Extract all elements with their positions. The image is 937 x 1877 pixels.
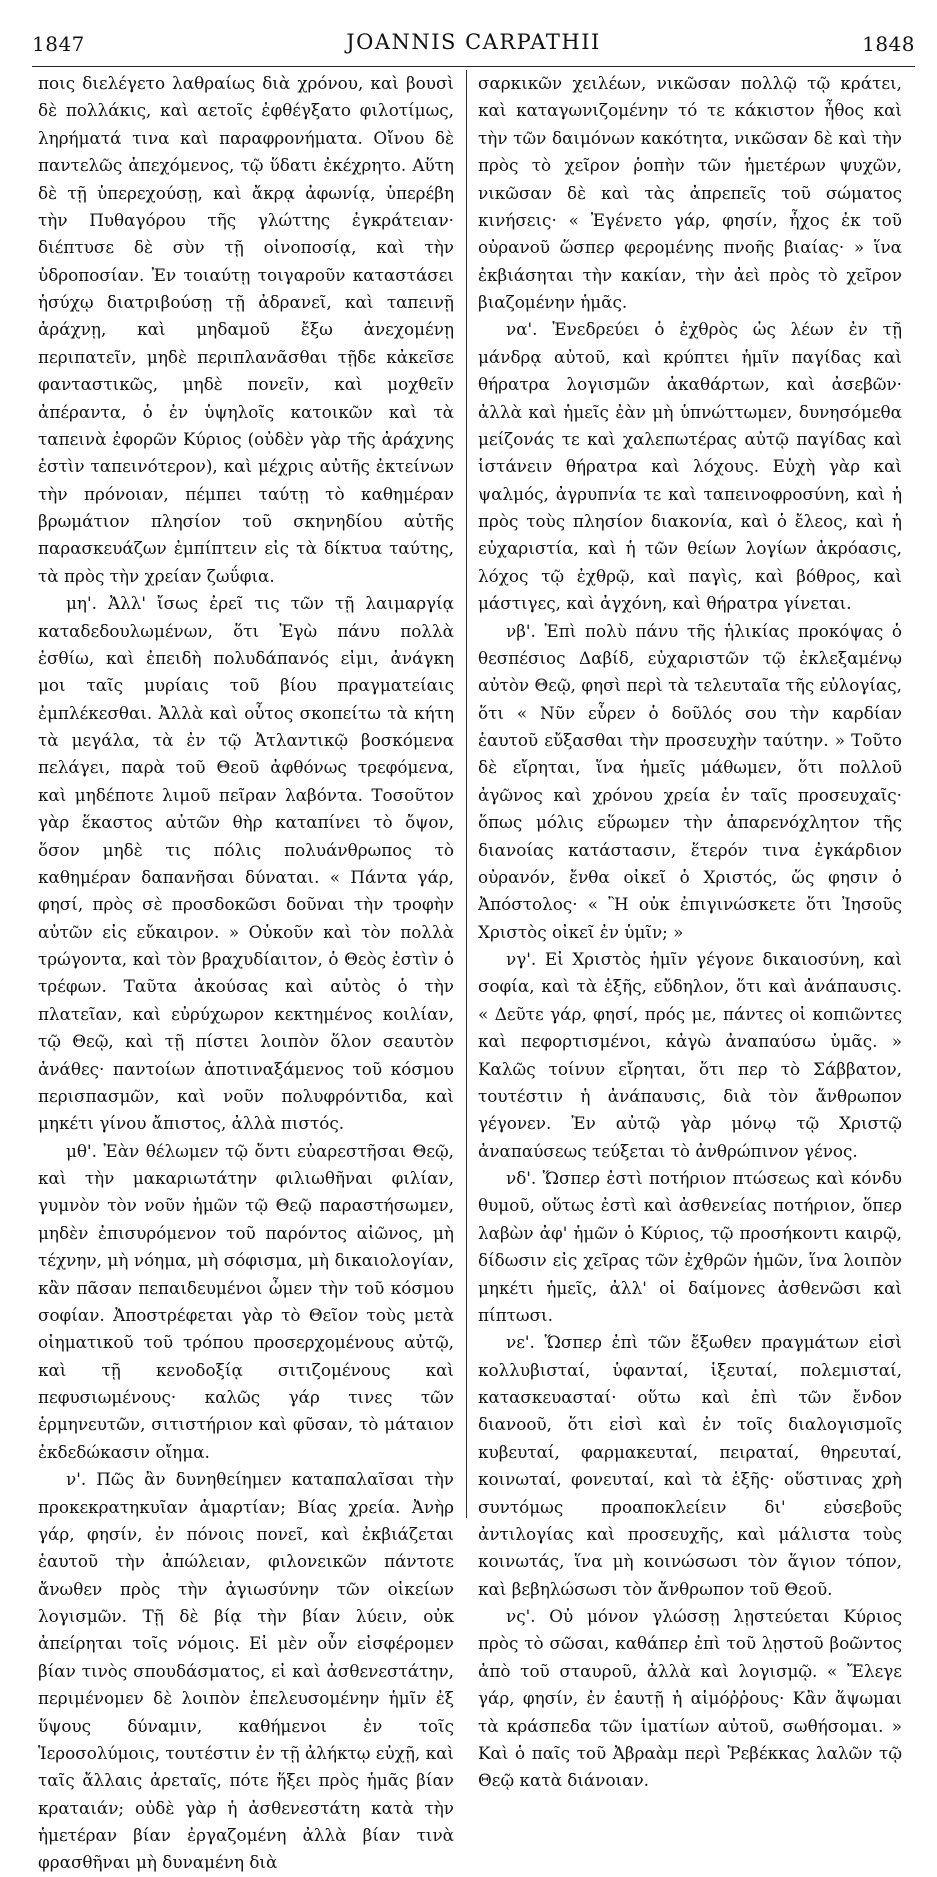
- page-header: [32, 24, 915, 64]
- right-page-number: 1848: [862, 32, 915, 56]
- running-title: JOANNIS CARPATHII: [346, 30, 601, 54]
- paragraph: νε'. Ὥσπερ ἐπὶ τῶν ἔξωθεν πραγμάτων εἰσὶ κολλυβισταί, ὑφανταί, ἱξευταί, πολεμισταί, κατασκευασταί· οὕτω καὶ ἐπὶ τῶν ἔνδον διανοοῦ, ὅτι εἰσὶ καὶ ἐν τοῖς διαλογισμοῖς κυβευταί, φαρμακευταί, πειραταί, θηρευταί, κοινωταί, φονευταί, καὶ τὰ ἑξῆς· οὕστινας χρὴ συντόμως προαποκλείειν δι' εὐσεβοῦς ἀντιλογίας καὶ προσευχῆς, καὶ μάλιστα τοὺς κοινωτάς, ἵνα μὴ κοινώσωσι τὸν ἅγιον τόπον, καὶ βεβηλώσωσι τὸν ἄνθρωπον τοῦ Θεοῦ.: [478, 1332, 902, 1599]
- paragraph: νδ'. Ὥσπερ ἐστὶ ποτήριον πτώσεως καὶ κόνδυ θυμοῦ, οὕτως ἐστὶ καὶ ἀσθενείας ποτήριον, ὅπερ λαβὼν ἀφ' ἡμῶν ὁ Κύριος, τῷ προσήκοντι καιρῷ, δίδωσιν εἰς χεῖρας τῶν ἐχθρῶν ἡμῶν, ἵνα λοιπὸν μηκέτι ἡμεῖς, ἀλλ' οἱ δαίμονες ἀσθενῶσι καὶ πίπτωσι.: [478, 1168, 902, 1325]
- left-column: [38, 70, 462, 1873]
- paragraph: ποις διελέγετο λαθραίως διὰ χρόνου, καὶ βουσὶ δὲ πολλάκις, καὶ αετοῖς ἐφθέγξατο φιλοτίμως, ληρήματά τινα καὶ παραφρονήματα. Οἴνου δὲ παντελῶς ἀπεχόμενος, τῷ ὕδατι ἐκέχρητο. Αὕτη δὲ τῇ ὑπερεχούσῃ, καὶ ἄκρᾳ ἀφωνίᾳ, ὑπερέβη τὴν Πυθαγόρου τῆς γλώττης ἐγκράτειαν· διέπτυσε δὲ σὺν τῇ οἰνοποσίᾳ, καὶ τὴν ὑδροποσίαν. Ἐν τοιαύτῃ τοιγαροῦν καταστάσει ἡσύχῳ διατριβούσῃ τῇ ἀδρανεῖ, καὶ ταπεινῇ ἀράχνῃ, καὶ μηδαμοῦ ἔξω ἀνεχομένῃ περιπατεῖν, μηδὲ περιπλανᾶσθαι τῇδε κἀκεῖσε φανταστικῶς, μηδὲ πονεῖν, καὶ μοχθεῖν ἀπέραντα, ὁ ἐν ὑψηλοῖς κατοικῶν καὶ τὰ ταπεινὰ ἐφορῶν Κύριος (οὐδὲν γὰρ τῆς ἀράχνης ἐστὶν ταπεινότερον), καὶ μέχρις αὐτῆς ἐκτείνων τὴν πρόνοιαν, πέμπει ταύτῃ τὸ καθημέραν βρωμάτιον πλησίον τοῦ σκηνηδίου αὐτῆς παρασκευάζων ἐμπίπτειν εἰς τὰ δίκτυα ταύτης, τὰ πρὸς τὴν χρείαν ζωΰφια.: [38, 73, 454, 586]
- paragraph: μθ'. Ἐὰν θέλωμεν τῷ ὄντι εὐαρεστῆσαι Θεῷ, καὶ τὴν μακαριωτάτην φιλιωθῆναι φιλίαν, γυμνὸν τὸν νοῦν ἡμῶν τῷ Θεῷ παραστήσωμεν, μηδὲν ἐπισυρόμενον τοῦ παρόντος αἰῶνος, μὴ τέχνην, μὴ νόημα, μὴ σόφισμα, μὴ δικαιολογίαν, κἂν πᾶσαν πεπαιδευμένοι ὦμεν τὴν τοῦ κόσμου σοφίαν. Ἀποστρέφεται γὰρ τὸ Θεῖον τοὺς μετὰ οἰηματικοῦ τοῦ τρόπου προσερχομένους αὐτῷ, καὶ τῇ κενοδοξίᾳ σιτιζομένους καὶ πεφυσιωμένους· καλῶς γάρ τινες τῶν ἑρμηνευτῶν, σιτιστήριον καὶ φῦσαν, τὸ μάταιον ἐκδεδώκασιν οἴημα.: [38, 1140, 454, 1462]
- header-rule: [32, 66, 915, 67]
- paragraph: νγ'. Εἰ Χριστὸς ἡμῖν γέγονε δικαιοσύνη, καὶ σοφία, καὶ τὰ ἑξῆς, εὔδηλον, ὅτι καὶ ἀνάπαυσις. « Δεῦτε γάρ, φησί, πρός με, πάντες οἱ κοπιῶντες καὶ πεφορτισμένοι, κἀγὼ ἀναπαύσω ὑμᾶς. » Καλῶς τοίνυν εἴρηται, ὅτι περ τὸ Σάββατον, τουτέστιν ἡ ἀνάπαυσις, διὰ τὸν ἄνθρωπον γέγονεν. Ἐν αὐτῷ γὰρ μόνῳ τῷ Χριστῷ ἀναπαύσεως τεύξεται τὸ ἀνθρώπινον γένος.: [478, 949, 902, 1161]
- paragraph: να'. Ἐνεδρεύει ὁ ἐχθρὸς ὡς λέων ἐν τῇ μάνδρᾳ αὐτοῦ, καὶ κρύπτει ἡμῖν παγίδας καὶ θήρατρα λογισμῶν ἀκαθάρτων, καὶ ἀσεβῶν· ἀλλὰ καὶ ἡμεῖς ἐὰν μὴ ὑπνώττωμεν, δυνησόμεθα μείζονάς τε καὶ χαλεπωτέρας αὐτῷ παγίδας καὶ ἱστάνειν θήρατρα καὶ λόχους. Εὐχὴ γὰρ καὶ ψαλμός, ἀγρυπνία τε καὶ ταπεινοφροσύνη, καὶ ἡ πρὸς τοὺς πλησίον διακονία, καὶ ὁ ἔλεος, καὶ ἡ εὐχαριστία, καὶ ἡ τῶν θείων λογίων ἀκρόασις, λόχος τῷ ἐχθρῷ, καὶ παγὶς, καὶ βόθρος, καὶ μάστιγες, καὶ ἀγχόνη, καὶ θήρατρα γίνεται.: [478, 319, 902, 614]
- paragraph: νς'. Οὐ μόνον γλώσσῃ λῃστεύεται Κύριος πρὸς τὸ σῶσαι, καθάπερ ἐπὶ τοῦ λῃστοῦ βοῶντος ἀπὸ τοῦ σταυροῦ, ἀλλὰ καὶ λογισμῷ. « Ἔλεγε γάρ, φησίν, ἐν ἑαυτῇ ἡ αἱμόῤῥους· Κἂν ἅψωμαι τὰ κράσπεδα τῶν ἱματίων αὐτοῦ, σωθήσομαι. » Καὶ ὁ παῖς τοῦ Ἀβραὰμ περὶ Ῥεβέκκας λαλῶν τῷ Θεῷ κατὰ διάνοιαν.: [478, 1606, 902, 1791]
- paragraph: νβ'. Ἐπὶ πολὺ πάνυ τῆς ἡλικίας προκόψας ὁ θεσπέσιος Δαβίδ, εὐχαριστῶν τῷ ἐκλεξαμένῳ αὐτὸν Θεῷ, φησὶ περὶ τὰ τελευταῖα τῆς εὐλογίας, ὅτι « Νῦν εὗρεν ὁ δοῦλός σου τὴν καρδίαν ἑαυτοῦ εὔξασθαι τὴν προσευχὴν ταύτην. » Τοῦτο δὲ εἴρηται, ἵνα ἡμεῖς μάθωμεν, ὅτι πολλοῦ ἀγῶνος καὶ χρόνου χρεία ἐν ταῖς προσευχαῖς· ὅπως μόλις εὕρωμεν τὴν ἀπαρενόχλητον τῆς διανοίας κατάστασιν, ἕτερόν τινα ἐγκάρδιον οὐρανόν, ἔνθα οἰκεῖ ὁ Χριστός, ὥς φησιν ὁ Ἀπόστολος· « Ἢ οὐκ ἐπιγινώσκετε ὅτι Ἰησοῦς Χριστὸς οἰκεῖ ἐν ὑμῖν; »: [478, 620, 902, 942]
- right-column: [478, 70, 902, 1791]
- column-divider: [466, 70, 467, 1518]
- paragraph: σαρκικῶν χειλέων, νικῶσαν πολλῷ τῷ κράτει, καὶ καταγωνιζομένην τό τε κάκιστον ἦθος καὶ τὴν τῶν δαιμόνων κακότητα, νικῶσαν δὲ καὶ τὴν πρὸς τὸ χεῖρον ῥοπὴν τῶν ἡμετέρων ψυχῶν, νικῶσαν δὲ καὶ τὰς ἀπρεπεῖς τοῦ σώματος κινήσεις· « Ἐγένετο γάρ, φησίν, ἦχος ἐκ τοῦ οὐρανοῦ ὥσπερ φερομένης πνοῆς βιαίας· » ἵνα ἐκβιάσηται τὴν κακίαν, τὴν ἀεὶ πρὸς τὸ χεῖρον βιαζομένην ἡμᾶς.: [478, 73, 902, 312]
- left-page-number: 1847: [32, 32, 85, 56]
- paragraph: μη'. Ἀλλ' ἴσως ἐρεῖ τις τῶν τῇ λαιμαργίᾳ καταδεδουλωμένων, ὅτι Ἐγὼ πάνυ πολλὰ ἐσθίω, καὶ ἐπειδὴ πολυδάπανός εἰμι, ἀνάγκη μοι ταῖς μυρίαις τοῦ βίου πραγματείαις ἐμπλέκεσθαι. Ἀλλὰ καὶ οὗτος σκοπείτω τὰ κήτη τὰ μεγάλα, τὰ ἐν τῷ Ἀτλαντικῷ βοσκόμενα πελάγει, παρὰ τοῦ Θεοῦ ἀφθόνως τρεφόμενα, καὶ μηδέποτε λιμοῦ πεῖραν λαβόντα. Τοσοῦτον γὰρ ἕκαστος αὐτῶν θὴρ καταπίνει τὸ ὄψον, ὅσον μηδὲ τις πόλις πολυάνθρωπος τὸ καθημέραν δαπανῆσαι δύναται. « Πάντα γάρ, φησί, πρὸς σὲ προσδοκῶσι δοῦναι τὴν τροφὴν αὐτῶν εἰς εὔκαιρον. » Οὐκοῦν καὶ τὸν πολλὰ τρώγοντα, καὶ τὸν βραχυδίαιτον, ὁ Θεὸς ἐστὶν ὁ τρέφων. Ταῦτα ἀκούσας καὶ αὐτὸς ὁ τὴν πλατεῖαν, καὶ εὐρύχωρον κεκτημένος κοιλίαν, τῷ Θεῷ, καὶ τῇ πίστει λοιπὸν ὅλον σεαυτὸν ἀνάθες· παντοίων ἀποτιναξάμενος τοῦ κόσμου περισπασμῶν, καὶ νοῦν πολυφρόντιδα, καὶ μηκέτι γίνου ἄπιστος, ἀλλὰ πιστός.: [38, 593, 454, 1134]
- paragraph: ν'. Πῶς ἂν δυνηθείημεν καταπαλαῖσαι τὴν προκεκρατηκυῖαν ἁμαρτίαν; Βίας χρεία. Ἀνὴρ γάρ, φησίν, ἐν πόνοις πονεῖ, καὶ ἐκβιάζεται ἑαυτοῦ τὴν ἀπώλειαν, φιλονεικῶν πάντοτε ἄνωθεν πρὸς τὴν ἀγιωσύνην τῶν οἰκείων λογισμῶν. Τῇ δὲ βίᾳ τὴν βίαν λύειν, οὐκ ἀπείρηται τοῖς νόμοις. Εἰ μὲν οὖν εἰσφέρομεν βίαν τινὸς σπουδάσματος, εἰ καὶ ἀσθενεστάτην, περιμένομεν δὲ λοιπὸν ἐπελευσομένην ἡμῖν ἐξ ὕψους δύναμιν, καθήμενοι ἐν τοῖς Ἱεροσολύμοις, τουτέστιν ἐν τῇ ἀλήκτῳ εὐχῇ, καὶ ταῖς ἄλλαις ἀρεταῖς, πότε ἥξει πρὸς ἡμᾶς βίαν κραταιάν; οὐδὲ γὰρ ἡ ἀσθενεστάτη κατὰ τὴν ἡμετέραν βίαν ἐργαζομένη ἀλλὰ βίαν τινὰ φρασθῆναι μὴ δυναμένη διὰ: [38, 1469, 454, 1873]
